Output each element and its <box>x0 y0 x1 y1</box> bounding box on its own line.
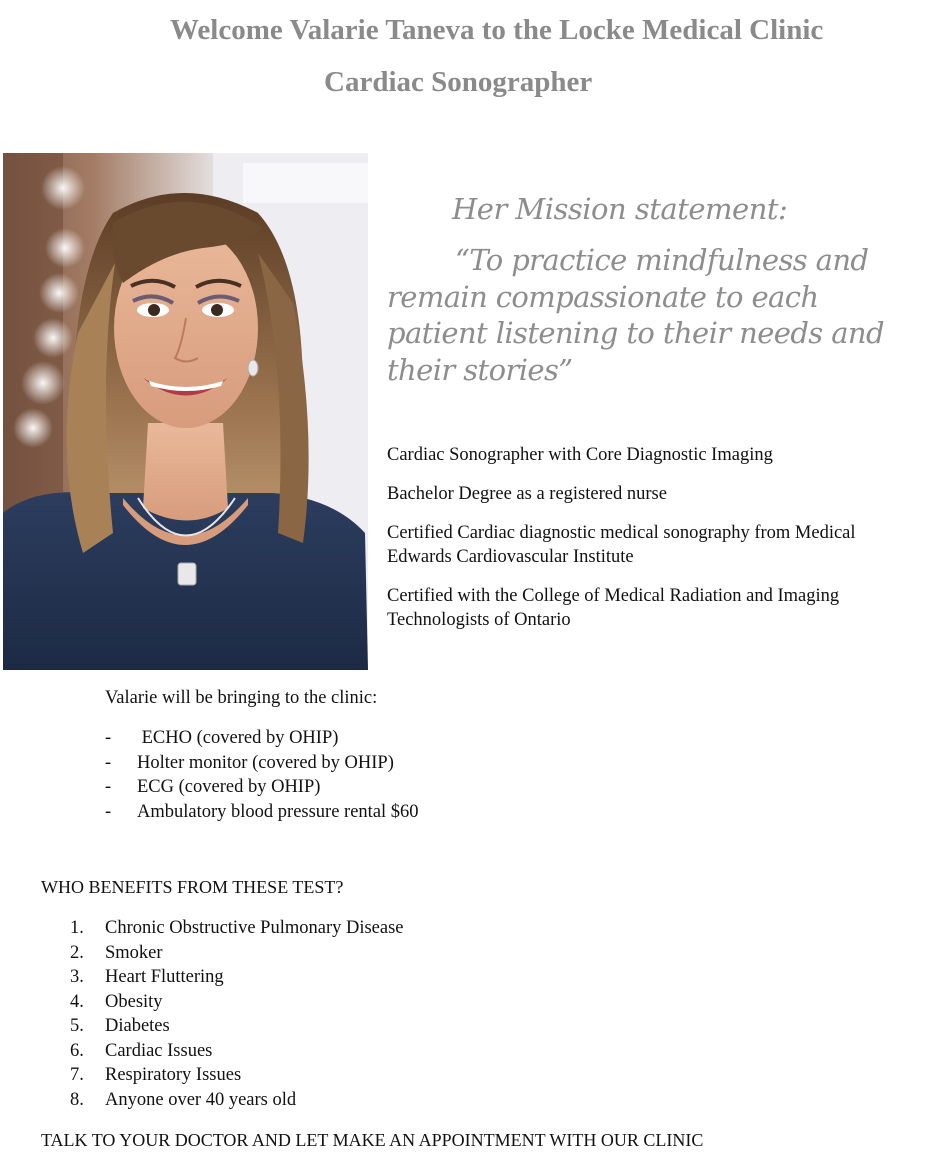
list-number: 5. <box>70 1016 84 1036</box>
list-item <box>70 990 404 1015</box>
list-number: 7. <box>70 1065 84 1085</box>
list-item <box>70 1039 404 1064</box>
list-item-text: Respiratory Issues <box>105 1065 242 1085</box>
list-number: 4. <box>70 991 84 1012</box>
list-item-text: Chronic Obstructive Pulmonary Disease <box>105 918 404 938</box>
list-bullet: - <box>105 801 112 822</box>
list-item-text: Obesity <box>105 991 163 1012</box>
list-item-text: Smoker <box>105 942 163 963</box>
credential-item: Certified with the College of Medical Radiation and Imaging Technologists of Ontario <box>387 586 840 630</box>
list-item-text: Diabetes <box>105 1016 170 1036</box>
mission-heading: Her Mission statement: <box>452 192 788 226</box>
list-item-text: Cardiac Issues <box>105 1040 213 1061</box>
credentials-section <box>387 443 892 647</box>
list-item-text: Ambulatory blood pressure rental $60 <box>137 801 419 822</box>
credential-item: Cardiac Sonographer with Core Diagnostic Imaging <box>387 445 773 465</box>
list-item <box>70 1088 404 1113</box>
benefits-heading: WHO BENEFITS FROM THESE TEST? <box>41 877 344 897</box>
credential-item: Bachelor Degree as a registered nurse <box>387 484 667 504</box>
list-item-text: Anyone over 40 years old <box>105 1089 297 1110</box>
list-number: 3. <box>70 967 84 987</box>
list-item <box>70 965 404 990</box>
list-item-text: Heart Fluttering <box>105 967 224 987</box>
list-item <box>70 1063 404 1088</box>
services-intro: Valarie will be bringing to the clinic: <box>105 688 378 708</box>
mission-quote: “To practice mindfulness and remain compassionate to each patient listening to their needs and their stories” <box>387 243 884 387</box>
list-item <box>70 941 404 966</box>
list-item <box>105 800 419 825</box>
list-item <box>105 751 419 776</box>
services-list <box>105 726 419 824</box>
list-item <box>70 1014 404 1039</box>
list-item-text: Holter monitor (covered by OHIP) <box>137 752 394 773</box>
list-number: 6. <box>70 1040 84 1061</box>
portrait-photo <box>3 153 368 670</box>
benefits-list <box>70 916 404 1112</box>
list-item <box>105 775 419 800</box>
list-bullet: - <box>105 728 112 748</box>
list-number: 8. <box>70 1089 84 1110</box>
list-bullet: - <box>105 777 112 798</box>
list-item-text: ECG (covered by OHIP) <box>137 777 321 798</box>
list-number: 1. <box>70 918 84 938</box>
closing-call-to-action: TALK TO YOUR DOCTOR AND LET MAKE AN APPOINTMENT WITH OUR CLINIC <box>41 1130 704 1150</box>
list-bullet: - <box>105 752 112 773</box>
page-subtitle: Cardiac Sonographer <box>324 66 593 98</box>
list-item <box>105 726 419 751</box>
list-item <box>70 916 404 941</box>
credential-item: Certified Cardiac diagnostic medical sonography from Medical Edwards Cardiovascular Institute <box>387 523 856 567</box>
list-item-text: ECHO (covered by OHIP) <box>137 728 339 748</box>
list-number: 2. <box>70 942 84 963</box>
page-title: Welcome Valarie Taneva to the Locke Medical Clinic <box>170 14 824 46</box>
